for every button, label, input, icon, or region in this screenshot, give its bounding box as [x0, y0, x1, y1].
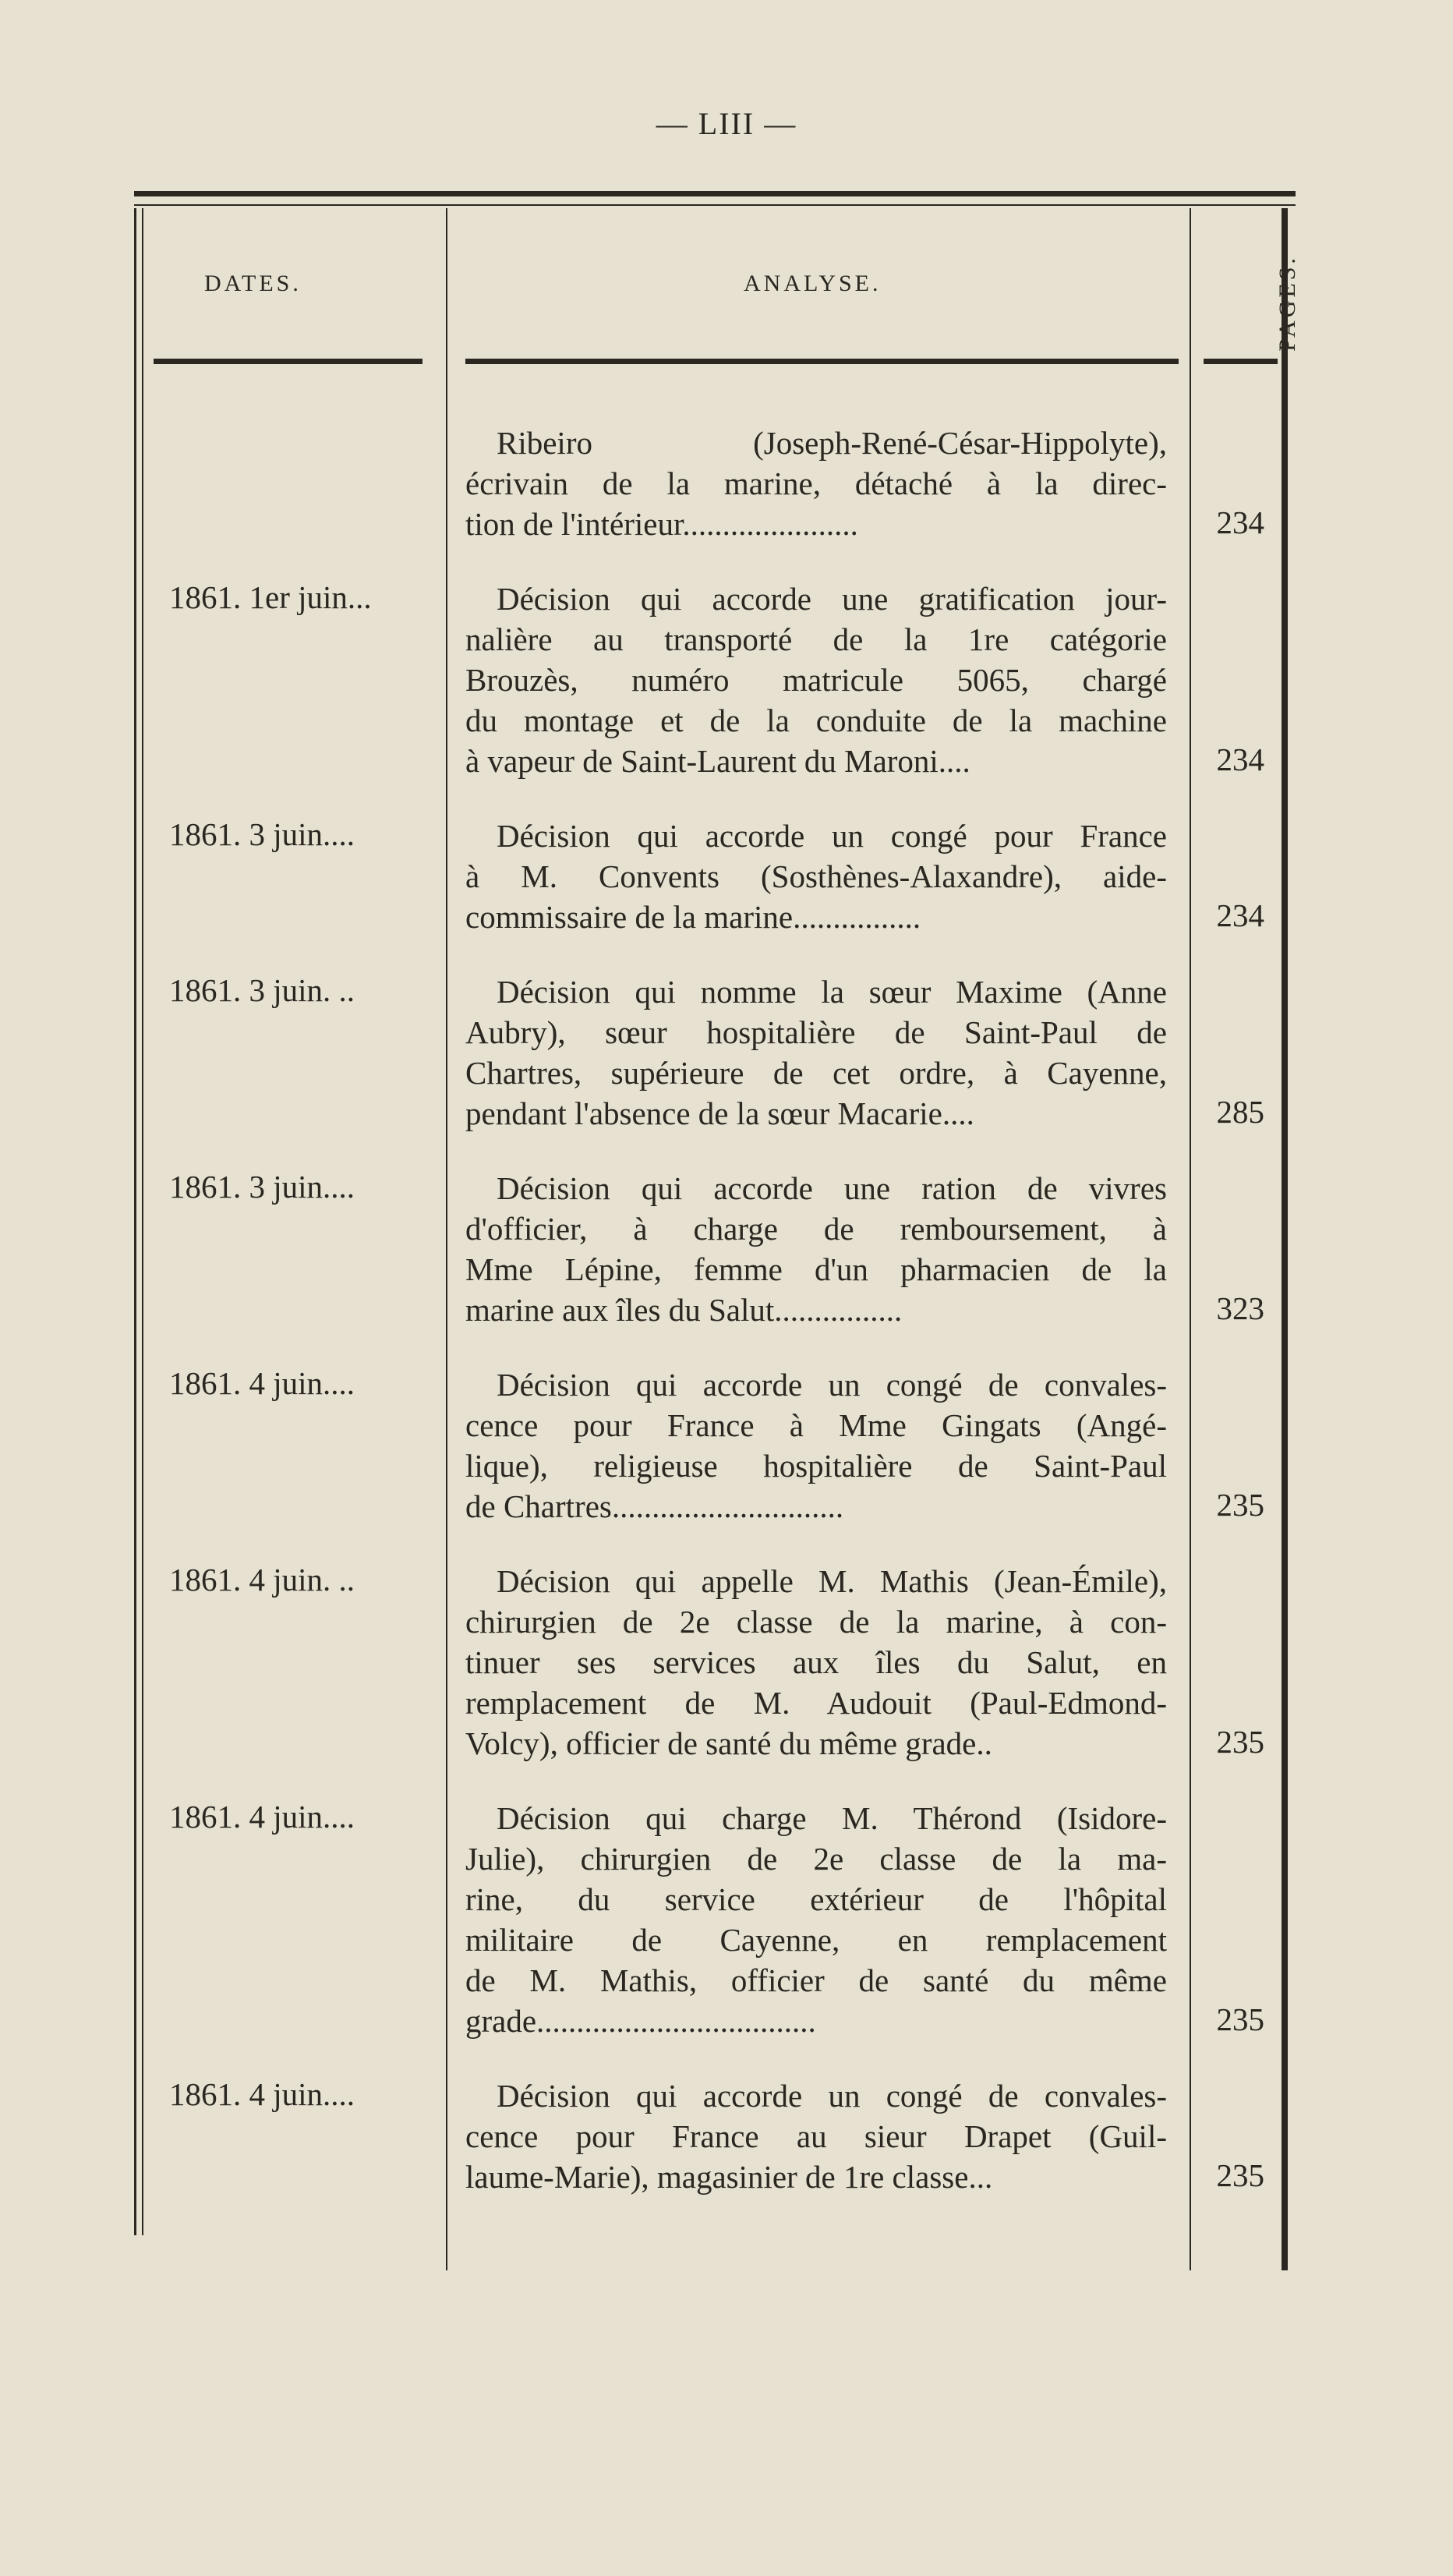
header-dates: DATES. — [204, 271, 302, 296]
entry-analysis-line: de Chartres............................. — [465, 1488, 844, 1524]
index-table — [134, 191, 1300, 2270]
entry-date: 1861. 4 juin.... — [169, 1365, 355, 1401]
header-pages: PAGES. — [1274, 255, 1300, 352]
entry-analysis-line: laume-Marie), magasinier de 1re classe... — [465, 2159, 993, 2195]
entry-page: 235 — [1216, 2157, 1264, 2193]
entry-analysis-line: tion de l'intérieur...................... — [465, 506, 858, 542]
table-border-right — [1282, 208, 1288, 2270]
entry-analysis-line: Ribeiro (Joseph-René-César-Hippolyte), — [497, 425, 1167, 461]
table-border-left-inner — [142, 208, 143, 2235]
entry-analysis-line: remplacement de M. Audouit (Paul-Edmond- — [465, 1685, 1167, 1721]
entry-date: 1861. 4 juin.... — [169, 1799, 355, 1835]
entry-analysis — [465, 1168, 1167, 1330]
entry-analysis-line: Volcy), officier de santé du même grade.. — [465, 1725, 992, 1761]
table-border-left — [134, 208, 136, 2235]
entry-analysis — [465, 2075, 1167, 2197]
entry-analysis-line: Brouzès, numéro matricule 5065, chargé — [465, 662, 1167, 698]
entry-date: 1861. 3 juin.... — [169, 1169, 355, 1205]
entry-analysis-line: du montage et de la conduite de la machine — [465, 702, 1167, 738]
entry-page: 323 — [1216, 1290, 1264, 1326]
entry-analysis-line: chirurgien de 2e classe de la marine, à con- — [465, 1604, 1167, 1640]
entry-page: 235 — [1216, 1487, 1264, 1523]
entry-analysis-line: Décision qui accorde une ration de vivres — [497, 1170, 1167, 1206]
entry-analysis-line: Décision qui accorde un congé de convales- — [497, 2078, 1167, 2114]
entry-analysis-line: écrivain de la marine, détaché à la direc- — [465, 465, 1167, 501]
entry-page: 235 — [1216, 1724, 1264, 1760]
entry-analysis-line: de M. Mathis, officier de santé du même — [465, 1962, 1167, 1998]
entry-analysis — [465, 423, 1167, 544]
entry-analysis-line: Mme Lépine, femme d'un pharmacien de la — [465, 1251, 1167, 1287]
entry-date: 1861. 1er juin... — [169, 579, 372, 615]
entry-analysis-line: cence pour France à Mme Gingats (Angé- — [465, 1407, 1167, 1443]
entry-analysis-line: commissaire de la marine................ — [465, 899, 921, 935]
entry-page: 234 — [1216, 504, 1264, 540]
entry-analysis — [465, 579, 1167, 781]
entry-analysis-line: marine aux îles du Salut................ — [465, 1292, 903, 1328]
entry-analysis-line: à vapeur de Saint-Laurent du Maroni.... — [465, 743, 970, 779]
entry-analysis-line: lique), religieuse hospitalière de Saint-Paul — [465, 1448, 1167, 1484]
entry-analysis-line: tinuer ses services aux îles du Salut, en — [465, 1644, 1167, 1680]
entry-analysis-line: cence pour France au sieur Drapet (Guil- — [465, 2118, 1167, 2154]
entry-analysis-line: Décision qui appelle M. Mathis (Jean-Émile), — [497, 1563, 1167, 1599]
header-analyse: ANALYSE. — [744, 271, 882, 296]
entry-analysis-line: Décision qui accorde une gratification jour- — [497, 581, 1167, 617]
page-number: — LIII — — [656, 106, 797, 141]
entry-analysis — [465, 971, 1167, 1134]
entry-date: 1861. 4 juin. .. — [169, 1562, 355, 1598]
entry-analysis — [465, 816, 1167, 937]
entry-page: 235 — [1216, 2001, 1264, 2037]
entry-analysis-line: rine, du service extérieur de l'hôpital — [465, 1881, 1167, 1917]
entry-analysis-line: Décision qui charge M. Thérond (Isidore- — [497, 1800, 1167, 1836]
entry-analysis-line: militaire de Cayenne, en remplacement — [465, 1922, 1167, 1958]
header-rule-analyse — [465, 359, 1179, 364]
entry-analysis — [465, 1798, 1167, 2041]
entry-date: 1861. 3 juin. .. — [169, 972, 355, 1008]
entry-analysis-line: grade................................... — [465, 2003, 816, 2039]
entry-analysis — [465, 1561, 1167, 1764]
entry-analysis-line: pendant l'absence de la sœur Macarie.... — [465, 1095, 974, 1131]
entry-analysis-line: d'officier, à charge de remboursement, à — [465, 1211, 1167, 1247]
entry-page: 285 — [1216, 1094, 1264, 1130]
entry-page: 234 — [1216, 741, 1264, 777]
entry-analysis-line: à M. Convents (Sosthènes-Alaxandre), aide- — [465, 858, 1167, 894]
entry-analysis-line: Décision qui accorde un congé de convales- — [497, 1367, 1167, 1403]
entry-analysis-line: nalière au transporté de la 1re catégorie — [465, 621, 1167, 657]
header-rule-pages — [1204, 359, 1278, 364]
entry-date: 1861. 3 juin.... — [169, 816, 355, 852]
header-rule-dates — [154, 359, 422, 364]
entry-date: 1861. 4 juin.... — [169, 2076, 355, 2112]
entry-analysis-line: Julie), chirurgien de 2e classe de la ma- — [465, 1841, 1167, 1877]
entry-analysis-line: Aubry), sœur hospitalière de Saint-Paul de — [465, 1014, 1167, 1050]
entry-analysis-line: Chartres, supérieure de cet ordre, à Cayenne, — [465, 1055, 1167, 1091]
entry-page: 234 — [1216, 897, 1264, 933]
entry-analysis-line: Décision qui accorde un congé pour France — [497, 818, 1167, 854]
entry-analysis-line: Décision qui nomme la sœur Maxime (Anne — [497, 974, 1167, 1010]
column-divider-dates — [446, 208, 447, 2270]
entry-analysis — [465, 1364, 1167, 1527]
